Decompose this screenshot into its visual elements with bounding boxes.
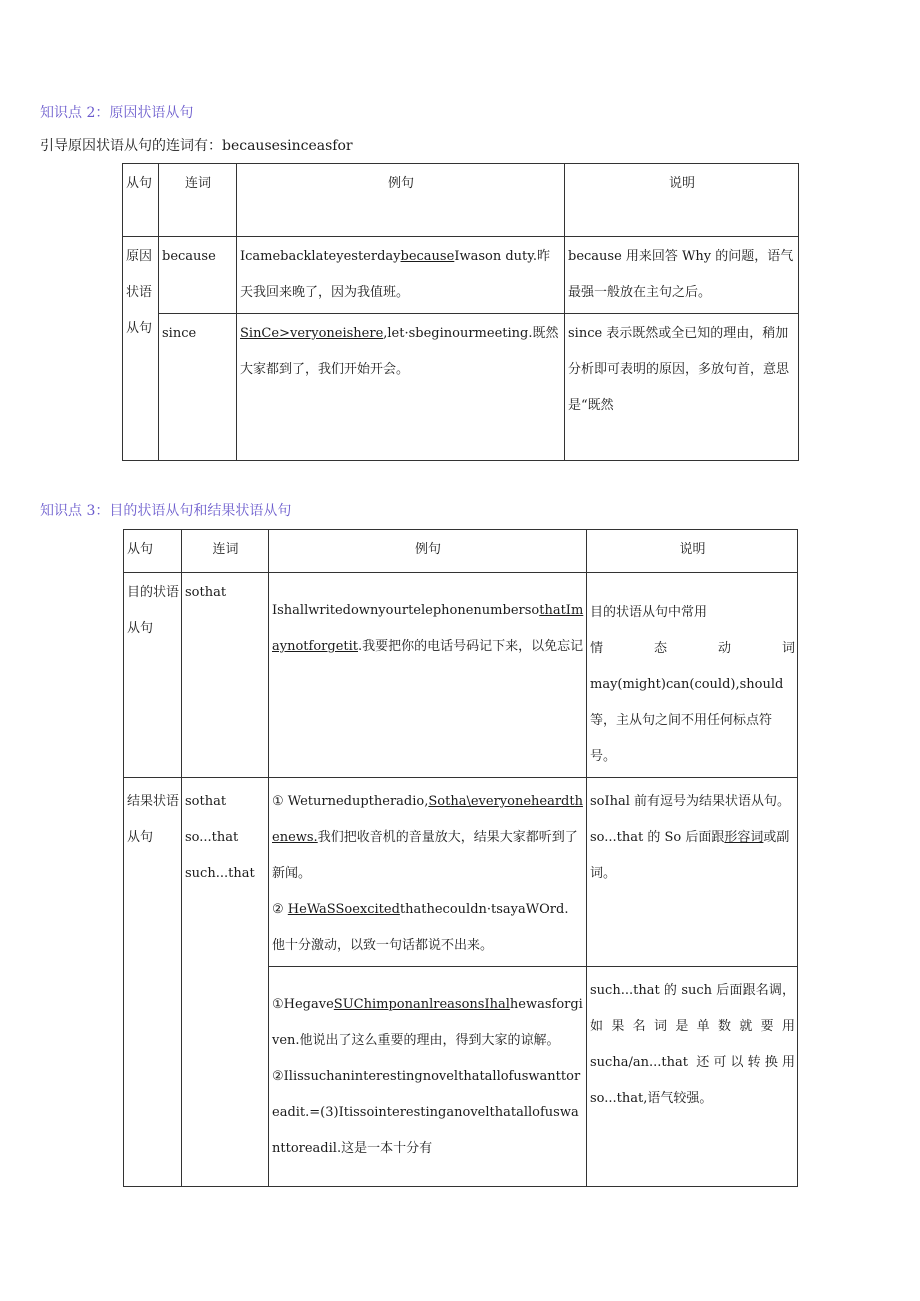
note-result-such: such...that 的 such 后面跟名调，如果名词是单数就要用 sucha/an...that 还可以转换用 so...that,语气较强。 <box>587 967 798 1187</box>
header-note: 说明 <box>587 530 798 573</box>
header-clause: 从句 <box>124 530 182 573</box>
cause-clause-table <box>122 163 799 461</box>
section2-heading: 知识点 2：原因状语从句 <box>40 105 194 121</box>
example-since: SinCe>veryoneishere,let·sbeginourmeeting.既然大家都到了，我们开始开会。 <box>237 314 565 461</box>
example-result-2: ② HeWaSSoexcitedthathecouldn·tsayaWOrd. 他十分激动，以致一句话都说不出来。 <box>272 902 569 953</box>
note-since: since 表示既然或全已知的理由，稍加分析即可表明的原因，多放句首，意思是“既然 <box>565 314 799 461</box>
note-purpose-line1: 目的状语从句中常用 <box>590 605 708 620</box>
example-result-3: ①HegaveSUChimponanlreasonsIhalhewasforgiven.他说出了这么重要的理由，得到大家的谅解。 <box>272 997 583 1048</box>
conj-sothat: sothat <box>182 573 269 778</box>
section3-heading: 知识点 3：目的状语从句和结果状语从句 <box>40 503 292 519</box>
header-clause: 从句 <box>123 164 159 237</box>
conj-since: since <box>159 314 237 461</box>
note-purpose-line2: may(might)can(could),should等，主从句之间不用任何标点符号。 <box>590 677 784 764</box>
note-because: because 用来回答 Why 的问题，语气最强一般放在主句之后。 <box>565 237 799 314</box>
example-result-1: ① Weturneduptheradio,Sotha\everyoneheardthenews.我们把收音机的音量放大，结果大家都听到了新闻。 <box>272 794 583 881</box>
section2-intro: 引导原因状语从句的连词有：becausesinceasfor <box>40 138 353 154</box>
note-result-1: soIhal 前有逗号为结果状语从句。 <box>590 794 791 809</box>
purpose-result-table <box>123 529 798 1187</box>
conj-result-1: sothat <box>185 794 227 809</box>
example-purpose: IshallwritedownyourtelephonenumbersothatImaynotforgetit.我要把你的电话号码记下来，以免忘记 <box>269 573 587 778</box>
header-example: 例句 <box>269 530 587 573</box>
note-result-2: so...that 的 So 后面跟形容词或副词。 <box>590 830 790 881</box>
conj-result-2: so...that <box>185 830 239 845</box>
example-result-such <box>269 967 587 1187</box>
note-purpose <box>587 573 798 778</box>
header-note: 说明 <box>565 164 799 237</box>
clause-type-purpose: 目的状语从句 <box>124 573 182 778</box>
header-conj: 连词 <box>182 530 269 573</box>
conj-result <box>182 778 269 1187</box>
header-example: 例句 <box>237 164 565 237</box>
clause-type-result: 结果状语从句 <box>124 778 182 1187</box>
example-result-4: ②Ilissuchaninterestingnovelthatallofuswanttoreadit.=(3)Itissointerestinganovelthatallofuswanttoreadil.这是一本十分有 <box>272 1069 581 1156</box>
conj-result-3: such...that <box>185 866 255 881</box>
clause-type-cause: 原因状语从句 <box>123 237 159 461</box>
example-because: IcamebacklateyesterdaybecauseIwason duty.昨天我回来晚了，因为我值班。 <box>237 237 565 314</box>
header-conj: 连词 <box>159 164 237 237</box>
note-result-so <box>587 778 798 967</box>
note-purpose-spaced: 情 态 动 词 <box>590 641 795 656</box>
example-result-so <box>269 778 587 967</box>
conj-because: because <box>159 237 237 314</box>
